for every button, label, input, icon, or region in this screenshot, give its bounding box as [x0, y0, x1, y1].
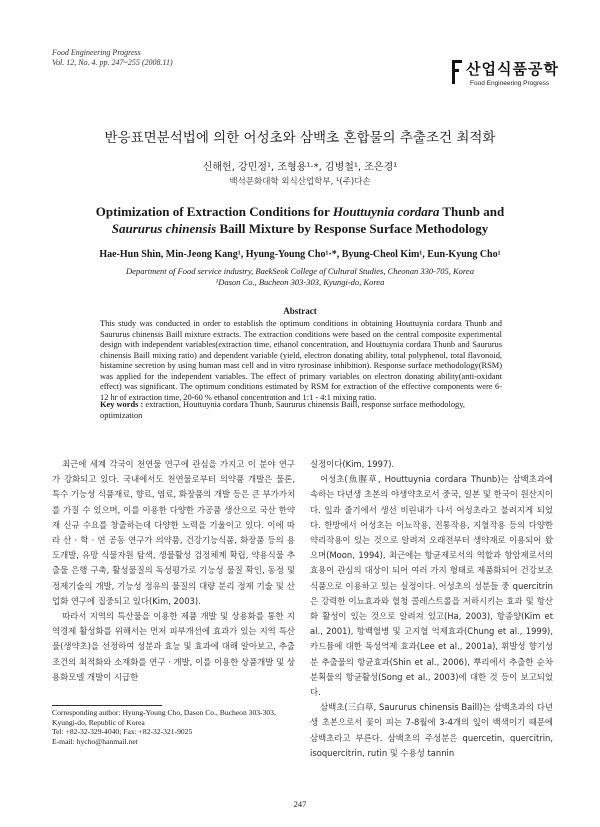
- keywords: [100, 400, 502, 421]
- logo-title: 산업식품공학: [466, 60, 559, 78]
- korean-authors: 신해헌, 강민정¹, 조형용¹·*, 김병철¹, 조은경¹: [202, 162, 398, 173]
- title-species-2: Saururus chinensis: [111, 221, 217, 236]
- logo-subtitle: Food Engineering Progress: [470, 80, 550, 87]
- keywords-label: Key words :: [100, 400, 146, 409]
- affiliation-1: Department of Food service industry, BaekSeok College of Cultural Studies, Cheonan 330-705, Korea: [126, 266, 474, 276]
- corresponding-author-footnote: [52, 708, 297, 746]
- body-paragraph: 삼백초(三白草, Saururus chinensis Baill)는 삼백초과의 다년생 초본으로서 꽃이 피는 7-8월에 3-4개의 잎이 백색이기 때문에 삼백초라고 부른다. 삼백초의 주성분은 quercetin, quercitrin, isoquercitrin, rutin 및 수용성 tannin: [310, 702, 553, 758]
- footnote-line: Corresponding author: Hyung-Young Cho, Dason Co., Bucheon 303-303, Kyungi-do, Republic of Korea: [52, 708, 276, 727]
- keywords-text: extraction, Houttuynia cordara Thunb, Saururus chinensis Baill, response surface methodology, optimization: [100, 400, 465, 420]
- footnote-line: Tel: +82-32-329-4040; Fax: +82-32-321-9025: [52, 727, 193, 737]
- korean-title: 반응표면분석법에 의한 어성초와 삼백초 혼합물의 추출조건 최적화: [104, 130, 496, 146]
- body-column-left: [52, 457, 295, 685]
- journal-volume: Vol. 12, No. 4. pp. 247~255 (2008.11): [52, 58, 173, 67]
- body-paragraph: 최근에 세계 각국이 천연물 연구에 관심을 가지고 이 분야 연구가 강화되고 있다. 국내에서도 천연물로부터 의약품 개발은 물론, 특수 기능성 식품재료, 향료, 염료, 화장품의 개발 등은 큰 부가가치를 가질 수 있으며, 이를 이용한 다양한 가공품 생산으로 국산 한약재 신규 수요를 창출하는데 다양한 노력을 기울이고 있다. 이에 따라 산 · 학 · 연 공동 연구가 의약품, 건강기능식품, 화장품 등의 용도개발, 유망 식물자원 탐색, 생물활성 검정체계 확립, 약용식물 추출물 은행 구축, 활성물질의 독성평가로 기능성 물질 확인, 동정 및 정제기술의 개발, 기능성 정유의 물질의 대량 분리 정제 기술 및 산업화 연구에 집중되고 있다(Kim, 2003).: [52, 459, 295, 606]
- footnote-rule: [52, 705, 162, 706]
- logo-mark-icon: [452, 60, 462, 84]
- affiliation-2: ¹Dason Co., Bucheon 303-303, Kyungi-do, Korea: [215, 277, 385, 287]
- body-paragraph: 따라서 지역의 특산물을 이용한 제품 개발 및 상용화를 통한 지역경제 활성화를 위해서는 먼저 피부개선에 효과가 있는 지역 특산물(생약초)을 선정하여 성분과 효능 및 효과에 대해 알아보고, 추출 조건의 최적화와 소재화를 연구 · 개발, 이를 이용한 상품개발 및 상용화모델 개발이 시급한: [52, 611, 295, 682]
- footnote-line: E-mail: hycho@hanmail.net: [52, 736, 138, 746]
- title-text-3: Baill Mixture by Response Surface Methodology: [216, 221, 489, 236]
- body-column-right: [310, 457, 553, 761]
- journal-logo: [452, 58, 559, 92]
- journal-name: Food Engineering Progress: [52, 48, 141, 57]
- english-authors: Hae-Hun Shin, Min-Jeong Kang¹, Hyung-Young Cho¹·*, Byung-Cheol Kim¹, Eun-Kyung Cho¹: [99, 249, 501, 260]
- abstract-heading: Abstract: [283, 306, 317, 316]
- english-affiliations: [0, 266, 600, 288]
- title-text-2: Thunb and: [439, 204, 505, 219]
- korean-affiliation: 백석문화대학 외식산업학부, ¹(주)다손: [229, 177, 371, 187]
- english-title: [60, 203, 540, 237]
- title-text-1: Optimization of Extraction Conditions for: [95, 204, 333, 219]
- title-species-1: Houttuynia cordara: [332, 204, 440, 219]
- journal-header: [52, 48, 173, 68]
- page-number: 247: [293, 799, 307, 809]
- abstract-body: This study was conducted in order to establish the optimum conditions in obtaining Houttuynia cordara Thunb and Saururus chinensis Baill mixture extracts. The extraction conditions were based on the central composite experimental design with independent variables(extraction time, ethanol concentration, and Houttuynia cordara Thunb and Saururus chinensis Baill mixing ratio) and dependent variable (yield, electron donating ability, total polyphenol, total flavonoid, histamine secretion by using human mast cell and in vitro tyrosinase inhibition). Response surface methodology(RSM) was applied for the independent variables. The effect of primary variables on electron donating ability(anti-oxidant effect) was significant. The optimum conditions estimated by RSM for extraction of the effective components were 6-12 hr of extraction time, 20-60 % ethanol concentration and 1:1 - 4:1 mixing ratio.: [100, 319, 502, 402]
- body-paragraph: 어성초(魚腥草, Houttuynia cordara Thunb)는 삼백초과에 속하는 다년생 초본의 야생약초로서 중국, 일본 및 한국이 원산지이다. 잎과 줄기에서 생선 비린내가 나서 어성초라고 불려지게 되었다. 한방에서 어성초는 이뇨작용, 진통작용, 지혈작용 등의 다양한 약리작용이 있는 것으로 알려져 오래전부터 생약재로 이용되어 왔으며(Moon, 1994), 최근에는 항균제로서의 역할과 항암제로서의 효용이 관심의 대상이 되어 여러 가지 형태로 제품화되어 건강보조식품으로 이용하고 있는 실정이다. 어성초의 성분들 중 quercitrin은 강력한 이뇨효과와 혈청 콜레스트롤을 저하시키는 효과 및 항산화 활성이 있는 것으로 알려져 있고(Ha, 2003), 항종양(Kim et al., 2001), 항백혈병 및 고지혈 억제효과(Chung et al., 1999), 카드뮴에 대한 독성억제 효과(Lee et al., 2001a), 휘발성 향기성분 추출물의 항균효과(Shin et al., 2006), 뿌리에서 추출한 순차 분획물의 항균활성(Song et al., 2003)에 대한 것 등이 보고되었다.: [310, 474, 553, 698]
- body-paragraph: 실정이다(Kim, 1997).: [310, 459, 395, 469]
